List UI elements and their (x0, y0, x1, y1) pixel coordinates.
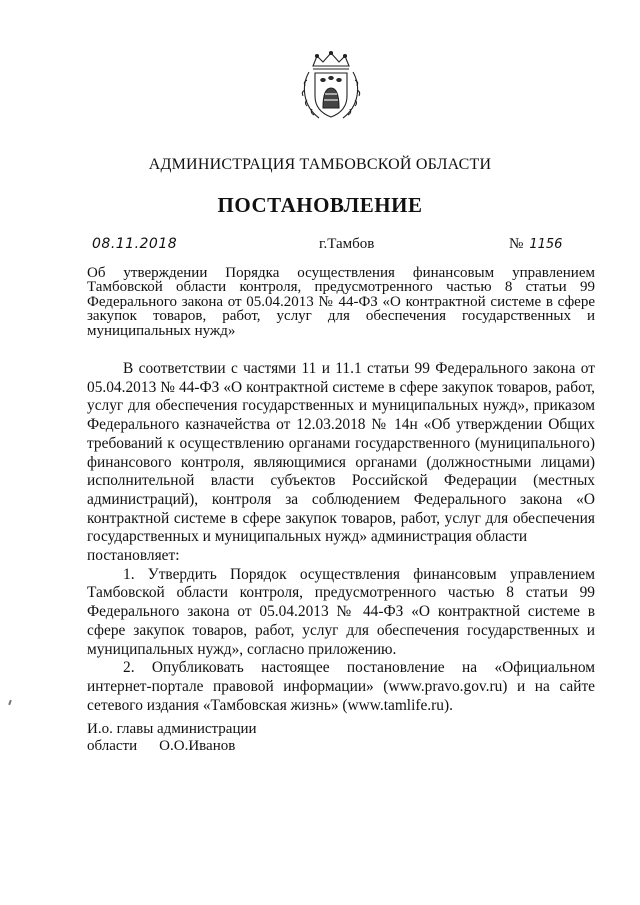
document-body (87, 360, 595, 715)
document-title: Об утверждении Порядка осуществления финансовым управлением Тамбовской области контроля, предусмотренного частью 8 статьи 99 Федерального закона от 05.04.2013 № 44-ФЗ «О контрактной системе в сфере закупок товаров, работ, услуг для обеспечения государственных и муниципальных нужд» (87, 265, 595, 339)
tambov-coat-of-arms-icon (299, 50, 363, 122)
scan-speck (8, 700, 12, 705)
document-number (509, 236, 562, 253)
signer-position-line1: И.о. главы администрации (87, 721, 257, 737)
signer-position-line2: области (87, 738, 138, 754)
resolves-line: постановляет: (87, 547, 180, 565)
number-value: 1156 (529, 237, 563, 252)
document-city: г.Тамбов (319, 236, 375, 252)
preamble-paragraph: В соответствии с частями 11 и 11.1 статьи 99 Федерального закона от 05.04.2013 № 44-ФЗ «О контрактной системе в сфере закупок товаров, работ, услуг для обеспечения государственных и муниципальных нужд», приказом Федерального казначейства от 12.03.2018 № 14н «Об утверждении Общих требований к осуществлению органами государственного (муниципального) финансового контроля, являющимися органами (должностными лицами) исполнительной власти субъектов Российской Федерации (местных администраций), контроля за соблюдением Федерального закона «О контрактной системе в сфере закупок товаров, работ, услуг для обеспечения государственных и муниципальных нужд» администрация области (87, 360, 595, 546)
number-label: № (509, 236, 524, 252)
signer-name: О.О.Иванов (159, 738, 236, 754)
signature-block (87, 721, 257, 755)
item-2-paragraph: 2. Опубликовать настоящее постановление на «Официальном интернет-портале правовой информации» (www.pravo.gov.ru) и на сайте сетевого издания «Тамбовская жизнь» (www.tamlife.ru). (87, 659, 595, 714)
item-1-paragraph: 1. Утвердить Порядок осуществления финансовым управлением Тамбовской области контроля, предусмотренного частью 8 статьи 99 Федерального закона от 05.04.2013 № 44-ФЗ «О контрактной системе в сфере закупок товаров, работ, услуг для обеспечения государственных и муниципальных нужд», согласно приложению. (87, 565, 595, 658)
issuing-authority: АДМИНИСТРАЦИЯ ТАМБОВСКОЙ ОБЛАСТИ (148, 156, 492, 173)
document-date: 08.11.2018 (92, 236, 178, 252)
document-type: ПОСТАНОВЛЕНИЕ (217, 193, 423, 217)
